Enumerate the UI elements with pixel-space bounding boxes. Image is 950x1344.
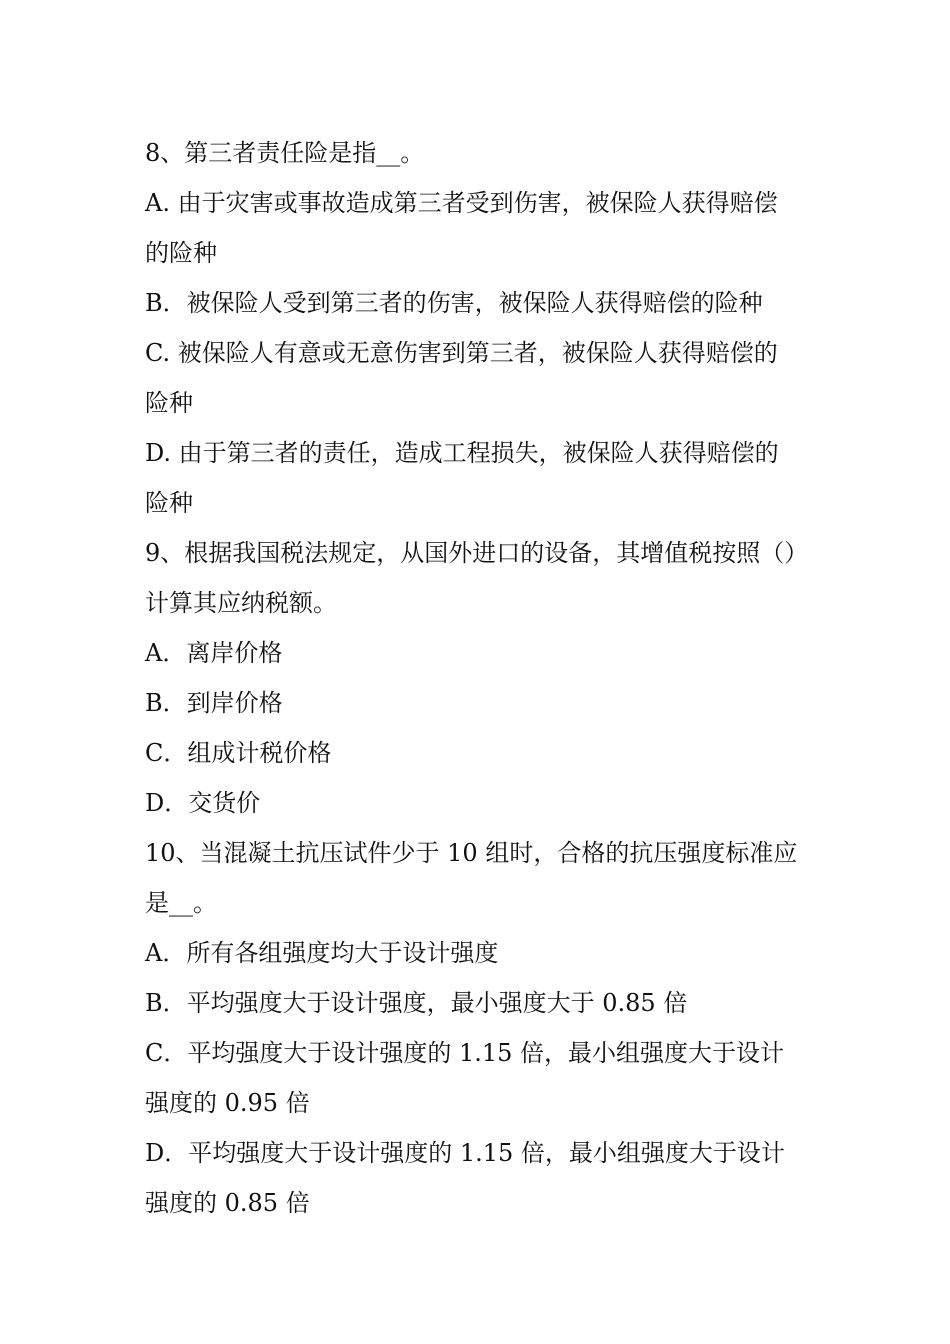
question-10-option-a: A．所有各组强度均大于设计强度 (145, 939, 499, 967)
question-9-option-b: B．到岸价格 (145, 689, 283, 717)
question-8-option-a-cont: 的险种 (145, 239, 217, 267)
question-10-option-b: B．平均强度大于设计强度，最小强度大于 0.85 倍 (145, 989, 688, 1017)
question-9-option-d: D．交货价 (145, 789, 261, 817)
question-8-option-d-cont: 险种 (145, 489, 193, 517)
question-10-option-d-cont: 强度的 0.85 倍 (145, 1189, 310, 1217)
question-8-option-a: A. 由于灾害或事故造成第三者受到伤害，被保险人获得赔偿 (145, 189, 778, 217)
question-8-option-c: C. 被保险人有意或无意伤害到第三者，被保险人获得赔偿的 (145, 339, 778, 367)
question-10-stem: 10、当混凝土抗压试件少于 10 组时，合格的抗压强度标准应 (145, 839, 798, 867)
question-9-stem-cont: 计算其应纳税额。 (145, 589, 337, 617)
question-9-option-c: C．组成计税价格 (145, 739, 332, 767)
question-10-stem-cont: 是__。 (145, 889, 217, 917)
question-10-option-c: C．平均强度大于设计强度的 1.15 倍，最小组强度大于设计 (145, 1039, 785, 1067)
question-8-stem: 8、第三者责任险是指__。 (145, 139, 425, 167)
question-10-option-d: D．平均强度大于设计强度的 1.15 倍，最小组强度大于设计 (145, 1139, 785, 1167)
question-8-option-d: D. 由于第三者的责任，造成工程损失，被保险人获得赔偿的 (145, 439, 779, 467)
question-8-option-c-cont: 险种 (145, 389, 193, 417)
question-10-option-c-cont: 强度的 0.95 倍 (145, 1089, 310, 1117)
question-9-stem: 9、根据我国税法规定，从国外进口的设备，其增值税按照（） (145, 539, 809, 567)
question-9-option-a: A．离岸价格 (145, 639, 283, 667)
document-page (145, 128, 810, 1228)
question-8-option-b: B．被保险人受到第三者的伤害，被保险人获得赔偿的险种 (145, 289, 763, 317)
